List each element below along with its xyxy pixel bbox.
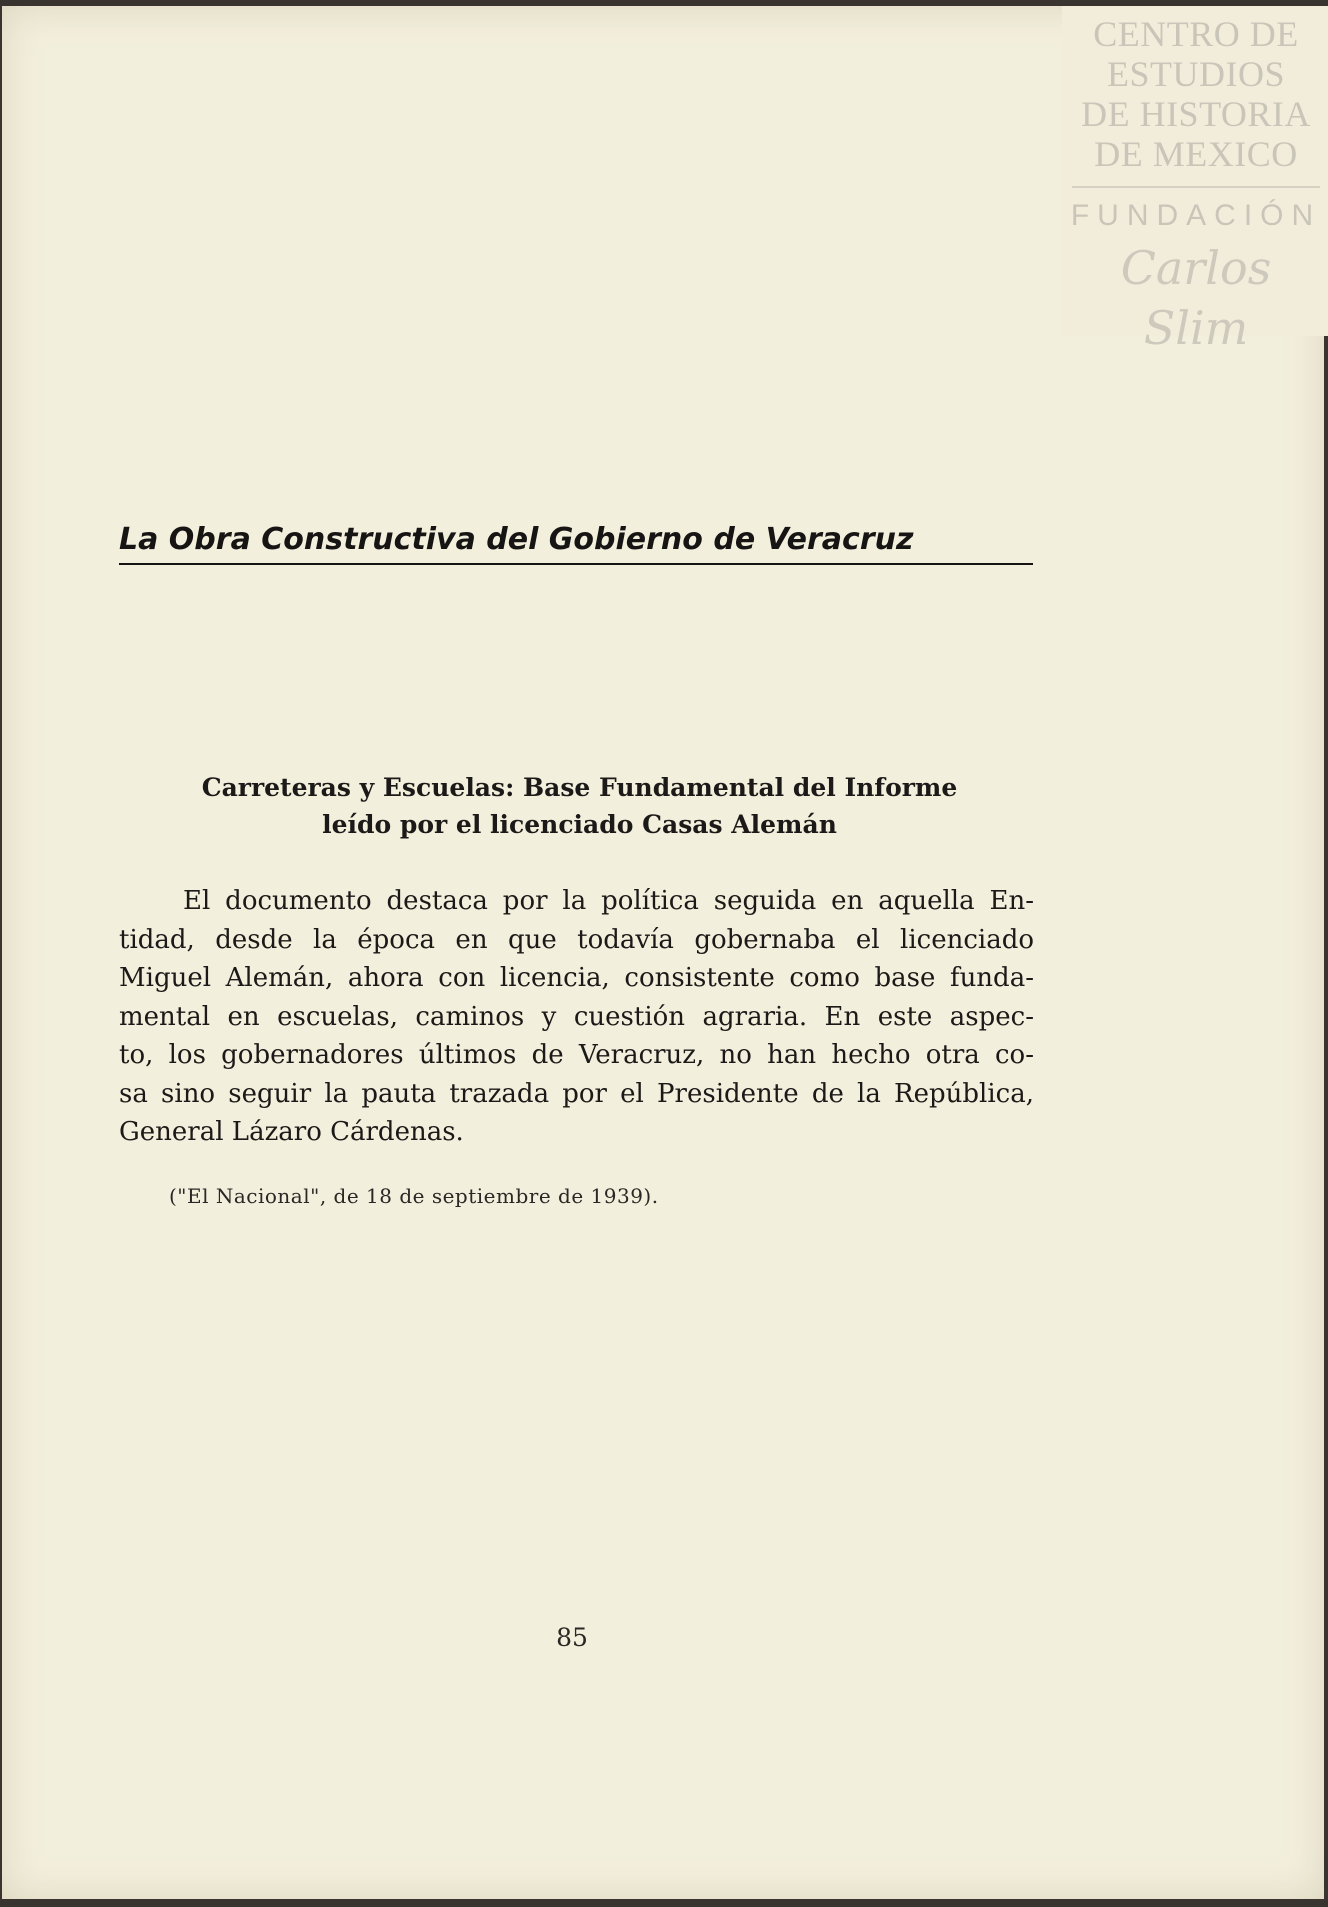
stamp-line: DE HISTORIA	[1081, 94, 1311, 134]
document-page	[2, 6, 1324, 1899]
stamp-line: ESTUDIOS	[1106, 54, 1285, 94]
archive-watermark-stamp	[1062, 6, 1328, 355]
subtitle-line: leído por el licenciado Casas Alemán	[322, 810, 837, 839]
article-subtitle	[122, 769, 1037, 843]
body-line: General Lázaro Cárdenas.	[119, 1117, 464, 1147]
page-number: 85	[556, 1623, 588, 1652]
stamp-foundation: FUNDACIÓN	[1070, 199, 1322, 232]
stamp-line: DE MEXICO	[1094, 134, 1298, 174]
stamp-divider	[1072, 186, 1320, 188]
page-title: La Obra Constructiva del Gobierno de Veracruz	[119, 521, 1033, 565]
body-line: El documento destaca por la política seguida en aquella En-	[183, 886, 1034, 916]
body-line: sa sino seguir la pauta trazada por el Presidente de la República,	[119, 1078, 1034, 1109]
body-line: Miguel Alemán, ahora con licencia, consistente como base funda-	[119, 963, 1034, 993]
body-line: mental en escuelas, caminos y cuestión agraria. En este aspec-	[119, 1001, 1034, 1032]
body-line: tidad, desde la época en que todavía gobernaba el licenciado	[119, 924, 1034, 955]
stamp-signature: Carlos Slim	[1120, 241, 1272, 355]
source-citation: ("El Nacional", de 18 de septiembre de 1939).	[169, 1184, 659, 1208]
subtitle-line: Carreteras y Escuelas: Base Fundamental del Informe	[201, 773, 958, 802]
stamp-line: CENTRO DE	[1093, 14, 1299, 54]
body-paragraph	[119, 882, 1034, 1152]
body-line: to, los gobernadores últimos de Veracruz, no han hecho otra co-	[119, 1040, 1034, 1070]
